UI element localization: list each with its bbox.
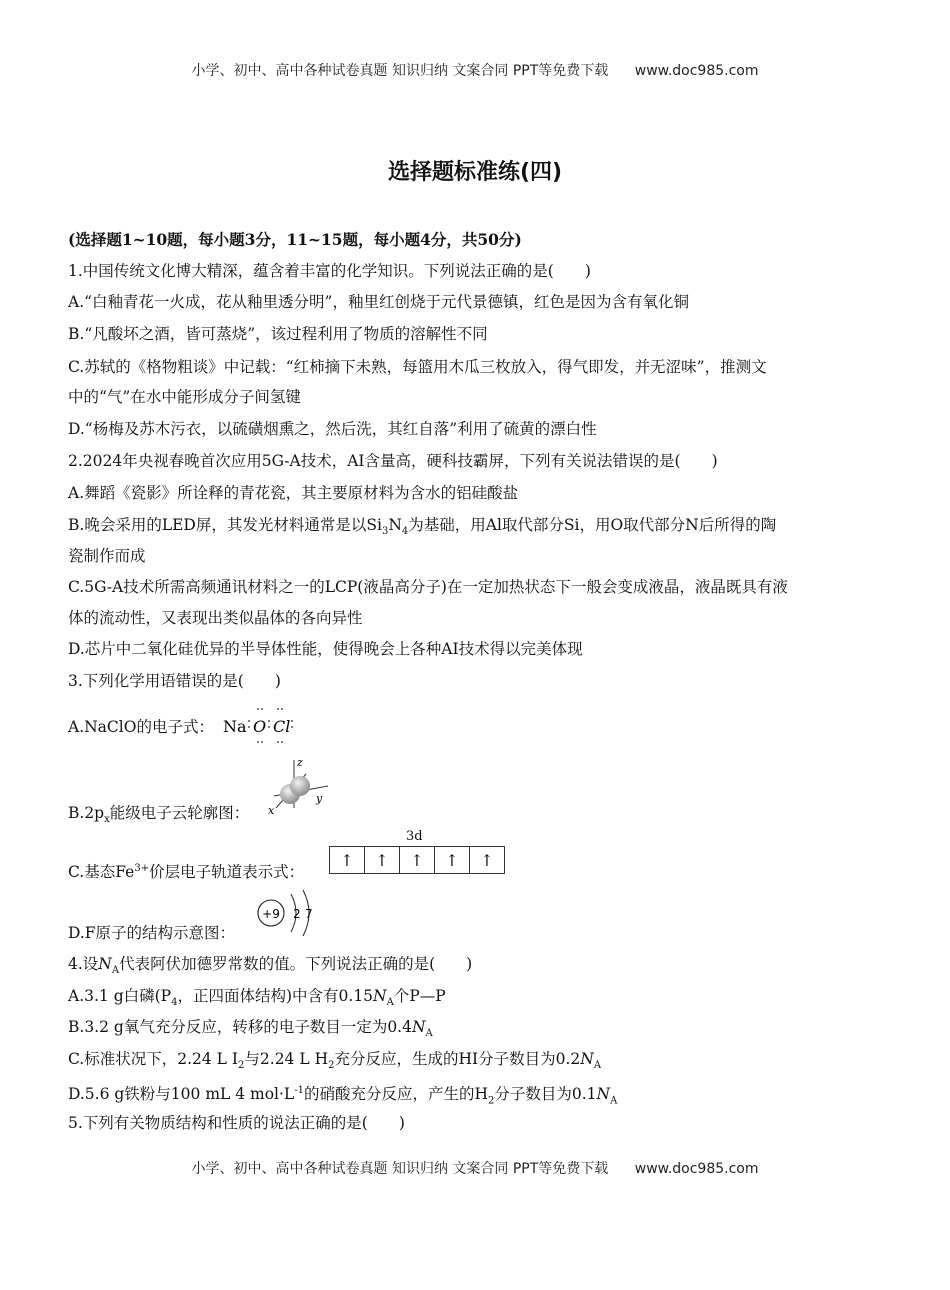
y-label: y [316, 792, 323, 805]
q4-d-pre: D.5.6 g铁粉与100 mL 4 mol·L [68, 1085, 295, 1104]
q1-option-c-line2: 中的“气”在水中能形成分子间氢键 [68, 388, 301, 406]
q2-option-a: A.舞蹈《瓷影》所诠释的青花瓷，其主要原材料为含水的铝硅酸盐 [68, 484, 519, 502]
header-url[interactable]: www.doc985.com [634, 63, 759, 79]
formula-cl: Cl [273, 717, 291, 736]
q4-a-post: 个P—P [393, 987, 446, 1005]
score-note: (选择题1~10题，每小题3分，11~15题，每小题4分，共50分) [68, 230, 522, 249]
f-atom-structure-figure [253, 888, 321, 938]
q3-c-sup: 3+ [134, 863, 150, 874]
q3-option-d [68, 922, 884, 944]
q1-option-a: A.“白釉青花一火成，花从釉里透分明”，釉里红创烧于元代景德镇，红色是因为含有氧化铜 [68, 293, 689, 311]
q1-option-b: B.“凡酸坏之酒，皆可蒸烧”，该过程利用了物质的溶解性不同 [68, 325, 488, 343]
q4-b-pre: B.3.2 g氧气充分反应，转移的电子数目一定为0.4 [68, 1018, 412, 1036]
q3-option-a [68, 716, 884, 738]
x-label: x [268, 804, 275, 817]
shell-electrons-2: 7 [305, 907, 313, 921]
q2-b-post: 为基础，用Al取代部分Si，用O取代部分N后所得的陶 [408, 516, 777, 534]
q4-d-sub: 2 [488, 1095, 495, 1107]
q4-c-a: A [593, 1060, 602, 1072]
page-header [0, 60, 950, 80]
q3-d-label: D.F原子的结构示意图： [68, 924, 236, 942]
q4-c-pre: C.标准状况下，2.24 L I [68, 1050, 239, 1068]
q4-stem [68, 953, 884, 982]
q4-c-sub2: 2 [328, 1060, 335, 1072]
q1-option-d: D.“杨梅及苏木污衣，以硫磺烟熏之，然后洗，其红自落”利用了硫黄的漂白性 [68, 420, 597, 438]
q4-a-pre: A.3.1 g白磷(P [68, 987, 172, 1005]
q4-option-a [68, 985, 884, 1014]
q3-b-pre: B.2p [68, 804, 105, 822]
q4-d-a: A [610, 1095, 618, 1107]
footer-text: 小学、初中、高中各种试卷真题 知识归纳 文案合同 PPT等免费下载 [191, 1161, 609, 1177]
q2-option-c-line1: C.5G-A技术所需高频通讯材料之一的LCP(液晶高分子)在一定加热状态下一般会变成液晶，液晶既具有液 [68, 578, 788, 596]
orbital-lobe-back [290, 776, 310, 796]
orbital-3d-label: 3d [406, 829, 423, 844]
q4-b-n: N [411, 1018, 426, 1036]
q2-option-b-line1 [68, 514, 884, 543]
q4-c-post: 充分反应，生成的HI分子数目为0.2 [334, 1050, 581, 1068]
q4-b-a: A [425, 1028, 433, 1040]
nucleus-charge: +9 [262, 907, 280, 921]
z-label: z [297, 756, 303, 769]
footer-url[interactable]: www.doc985.com [634, 1161, 759, 1177]
q4-c-mid: 与2.24 L H [244, 1050, 329, 1068]
page-title: 选择题标准练(四) [387, 160, 563, 185]
q4-d-n: N [596, 1085, 611, 1104]
q4-stem-post: 代表阿伏加德罗常数的值。下列说法正确的是( ) [119, 955, 473, 973]
q4-stem-n: N [98, 955, 112, 973]
q4-option-b [68, 1016, 884, 1045]
q4-d-post: 分子数目为0.1 [494, 1085, 597, 1104]
q3-option-b [68, 802, 884, 831]
q4-c-n: N [580, 1050, 594, 1068]
formula-o: O [253, 717, 267, 736]
orbital-box: ↑ [330, 847, 365, 873]
q2-stem: 2.2024年央视春晚首次应用5G-A技术，AI含量高，硬科技霸屏，下列有关说法错误的是( ) [68, 452, 718, 470]
q3-stem: 3.下列化学用语错误的是( ) [68, 672, 281, 690]
q4-d-sup: -1 [294, 1085, 304, 1096]
q2-b-pre: B.晚会采用的LED屏，其发光材料通常是以Si [68, 516, 382, 534]
q4-a-mid: ，正四面体结构)中含有0.15 [177, 987, 374, 1005]
q1-option-c-line1: C.苏轼的《格物粗谈》中记载：“红柿摘下未熟，每篮用木瓜三枚放入，得气即发，并无涩味”，推测文 [68, 358, 767, 376]
q4-stem-a: A [111, 965, 120, 977]
orbital-box: ↑ [480, 850, 494, 870]
q2-b-sub1: 3 [381, 526, 389, 538]
q3-c-post: 价层电子轨道表示式： [149, 863, 305, 882]
page-footer [0, 1158, 950, 1178]
q3-c-pre: C.基态Fe [68, 863, 135, 882]
q2-option-b-line2: 瓷制作而成 [68, 547, 146, 565]
q4-d-mid: 的硝酸充分反应，产生的H [303, 1085, 489, 1104]
q5-stem: 5.下列有关物质结构和性质的说法正确的是( ) [68, 1114, 405, 1132]
formula-na: Na [223, 717, 247, 736]
q2-b-sub2: 4 [401, 526, 409, 538]
orbital-diagram [329, 846, 505, 874]
q2-b-mid: N [388, 516, 402, 534]
q3-b-sub: x [104, 814, 110, 826]
2px-orbital-figure [262, 756, 334, 818]
q1-stem: 1.中国传统文化博大精深，蕴含着丰富的化学知识。下列说法正确的是( ) [68, 262, 591, 280]
q3-b-post: 能级电子云轮廓图： [109, 804, 250, 822]
electron-formula-figure [223, 706, 303, 746]
q4-a-n: N [373, 987, 387, 1005]
q2-option-c-line2: 体的流动性，又表现出类似晶体的各向异性 [68, 609, 363, 627]
q4-c-sub1: 2 [238, 1060, 245, 1072]
q4-stem-pre: 4.设 [68, 955, 99, 973]
q3-a-label: A.NaClO的电子式： [68, 718, 214, 736]
orbital-box: ↑ [365, 847, 400, 873]
q4-a-sub: 4 [171, 997, 178, 1009]
header-text: 小学、初中、高中各种试卷真题 知识归纳 文案合同 PPT等免费下载 [191, 63, 609, 79]
q4-option-c [68, 1048, 884, 1077]
shell-electrons-1: 2 [293, 907, 301, 921]
q4-a-a: A [386, 997, 394, 1009]
q4-option-d [68, 1080, 884, 1112]
orbital-box: ↑ [400, 847, 435, 873]
orbital-box: ↑ [435, 847, 470, 873]
q2-option-d: D.芯片中二氧化硅优异的半导体性能，使得晚会上各种AI技术得以完美体现 [68, 640, 583, 658]
